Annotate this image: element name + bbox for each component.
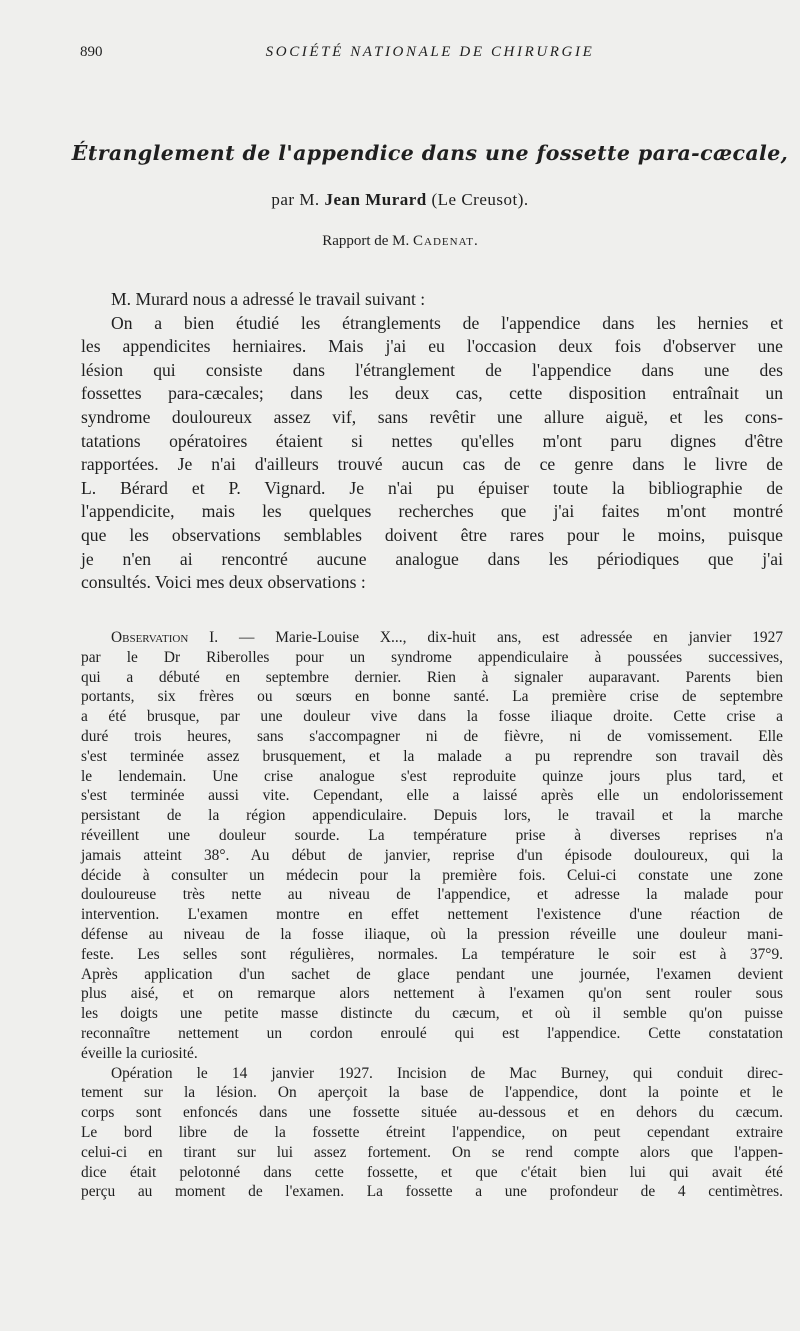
obs-line: Opération le 14 janvier 1927. Incision de Mac Burney, qui conduit direc- — [111, 1064, 783, 1082]
text-line: consultés. Voici mes deux observations : — [81, 572, 366, 593]
text-line: que les observations semblables doivent être rares pour le moins, puisque — [81, 524, 783, 545]
obs-line: — Marie-Louise X..., dix-huit ans, est adressée en janvier 1927 — [239, 629, 783, 646]
text-line: lésion qui consiste dans l'étranglement de l'appendice dans une des — [81, 359, 783, 380]
journal-name: SOCIÉTÉ NATIONALE DE CHIRURGIE — [265, 44, 595, 60]
author-name: Jean Murard — [324, 190, 427, 209]
obs-line: Le bord libre de la fossette étreint l'appendice, on peut cependant extraire — [81, 1123, 783, 1141]
text-line: M. Murard nous a adressé le travail suivant : — [111, 289, 426, 309]
observation-section — [81, 628, 783, 1202]
text-line: syndrome douloureux assez vif, sans revêtir une allure aiguë, et les cons- — [81, 406, 783, 427]
obs-line: perçu au moment de l'examen. La fossette a une profondeur de 4 centimètres. — [81, 1183, 783, 1201]
byline — [0, 190, 800, 210]
observation-first-line — [81, 628, 783, 648]
rapport-suffix: . — [474, 233, 478, 249]
obs-line: défense au niveau de la fosse iliaque, où la pression réveille une douleur mani- — [81, 925, 783, 943]
obs-line: portants, six frères ou sœurs en bonne santé. La première crise de septembre — [81, 688, 783, 706]
obs-line: dice était pelotonné dans cette fossette, et que c'était bien lui qui avait été — [81, 1163, 783, 1181]
obs-line: le lendemain. Une crise analogue s'est reproduite quinze jours plus tard, et — [81, 767, 783, 785]
obs-line: plus aisé, et on remarque alors nettement à l'examen qu'on sent rouler sous — [81, 985, 783, 1003]
obs-line: intervention. L'examen montre en effet nettement l'existence d'une réaction de — [81, 906, 783, 924]
author-location: (Le Creusot). — [431, 190, 529, 209]
obs-line: s'est terminée assez brusquement, et la malade a pu reprendre son travail dès — [81, 747, 783, 765]
page-number: 890 — [80, 44, 103, 60]
obs-line: qui a débuté en septembre dernier. Rien à signaler auparavant. Parents bien — [81, 668, 783, 686]
text-line: les appendicites herniaires. Mais j'ai eu l'occasion deux fois d'observer une — [81, 336, 783, 357]
main-text — [81, 288, 783, 595]
obs-line: éveille la curiosité. — [81, 1044, 198, 1062]
obs-line: par le Dr Riberolles pour un syndrome appendiculaire à poussées successives, — [81, 648, 783, 666]
text-line: L. Bérard et P. Vignard. Je n'ai pu épuiser toute la bibliographie de — [81, 477, 783, 498]
obs-line: jamais atteint 38°. Au début de janvier, reprise d'un épisode douloureux, qui la — [81, 846, 783, 864]
obs-line: a été brusque, par une douleur vive dans la fosse iliaque droite. Cette crise a — [81, 708, 783, 726]
text-line: tatations opératoires étaient si nettes qu'elles m'ont paru dignes d'être — [81, 430, 783, 451]
rapporteur-name: Cadenat — [413, 233, 475, 249]
obs-line: décide à consulter un médecin pour la première fois. Celui-ci constate une zone — [81, 866, 783, 884]
obs-line: celui-ci en tirant sur lui assez fortement. On se rend compte alors que l'appen- — [81, 1143, 783, 1161]
text-line: fossettes para-cæcales; dans les deux cas, cette disposition entraînait un — [81, 383, 783, 404]
obs-line: reconnaître nettement un cordon enroulé qui est l'appendice. Cette constatation — [81, 1024, 783, 1042]
obs-line: tement sur la lésion. On aperçoit la base de l'appendice, dont la pointe et le — [81, 1084, 783, 1102]
obs-line: corps sont enfoncés dans une fossette située au-dessous et en dehors du cæcum. — [81, 1104, 783, 1122]
obs-line: douloureuse très nette au niveau de l'appendice, et adresse la malade pour — [81, 886, 783, 904]
observation-label: Observation I. — [111, 629, 219, 646]
text-line: rapportées. Je n'ai d'ailleurs trouvé aucun cas de ce genre dans le livre de — [81, 454, 783, 475]
obs-line: feste. Les selles sont régulières, normales. La température le soir est à 37°9. — [81, 945, 783, 963]
rapport-line — [0, 233, 800, 250]
text-line: l'appendicite, mais les quelques recherches que j'ai faites m'ont montré — [81, 501, 783, 522]
obs-line: s'est terminée aussi vite. Cependant, elle a laissé après elle un endolorissement — [81, 787, 783, 805]
obs-line: les doigts une petite masse distincte du cæcum, et où il semble qu'on puisse — [81, 1005, 783, 1023]
text-line: On a bien étudié les étranglements de l'appendice dans les hernies et — [111, 312, 783, 333]
obs-line: duré trois heures, sans s'accompagner ni de fièvre, ni de vomissement. Elle — [81, 727, 783, 745]
byline-prefix: par M. — [271, 190, 320, 209]
obs-line: persistant de la région appendiculaire. Depuis lors, le travail et la marche — [81, 807, 783, 825]
article-title: Étranglement de l'appendice dans une fossette para-cæcale, — [71, 141, 789, 165]
rapport-prefix: Rapport de M. — [322, 233, 410, 249]
obs-line: Après application d'un sachet de glace pendant une journée, l'examen devient — [81, 965, 783, 983]
running-head — [80, 44, 760, 66]
text-line: je n'en ai rencontré aucune analogue dans les périodiques que j'ai — [81, 548, 783, 569]
obs-line: réveillent une douleur sourde. La température prise à diverses reprises n'a — [81, 826, 783, 844]
